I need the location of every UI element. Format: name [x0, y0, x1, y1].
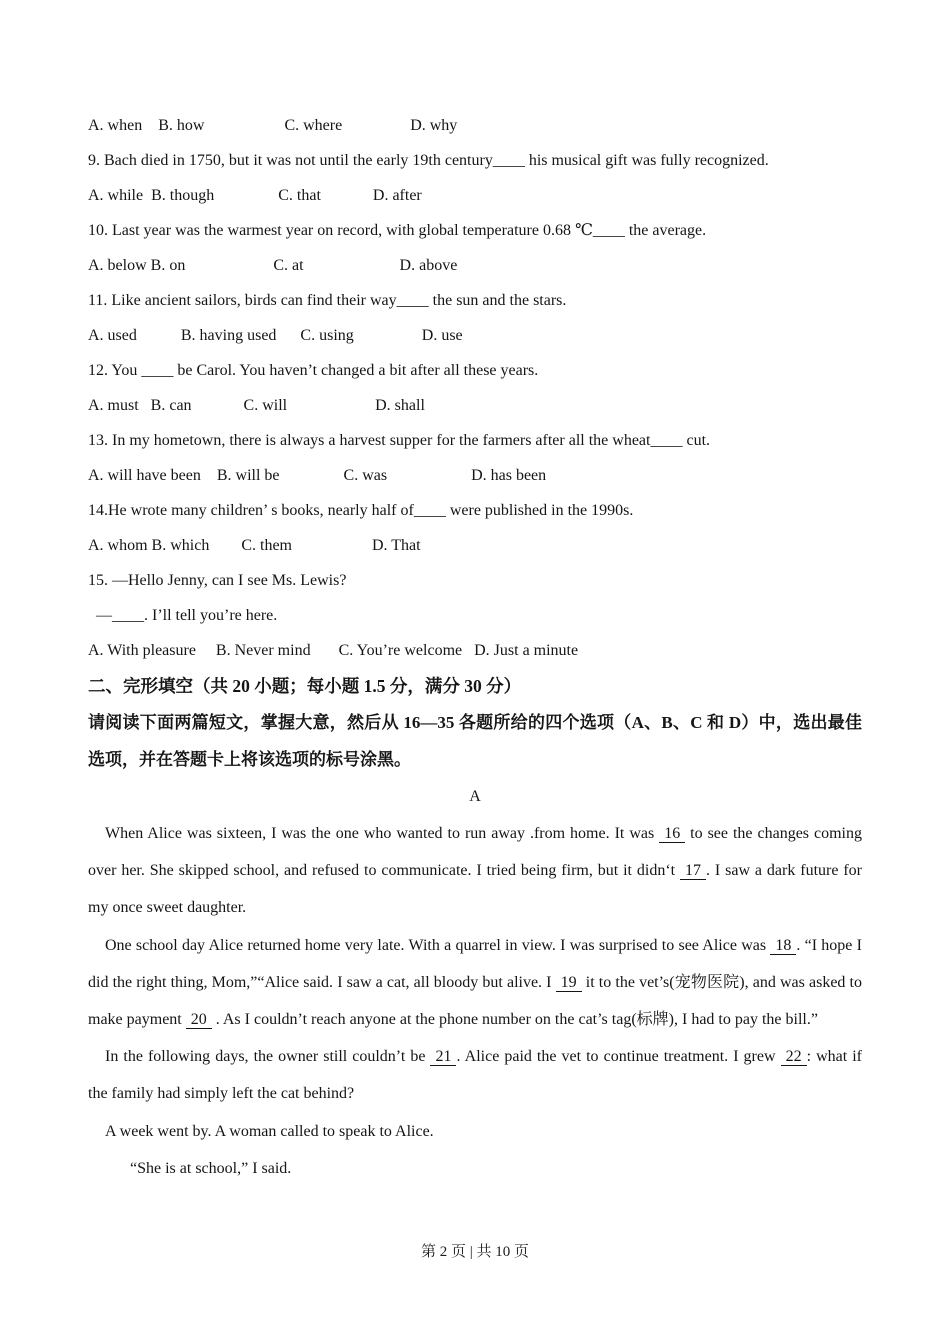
grammar-lines — [88, 108, 862, 668]
cloze-section-instructions: 请阅读下面两篇短文，掌握大意，然后从 16—35 各题所给的四个选项（A、B、C 和 D）中，选出最佳选项，并在答题卡上将该选项的标号涂黑。 — [88, 713, 862, 769]
cloze-blank-17: 17 — [680, 862, 706, 880]
page-number-indicator: 第 2 页 | 共 10 页 — [420, 1244, 529, 1260]
question-stem: 12. You ____ be Carol. You haven’t changed a bit after all these years. — [88, 362, 539, 379]
cloze-blank-21: 21 — [430, 1048, 456, 1066]
question-stem: 14.He wrote many children’ s books, nearly half of____ were published in the 1990s. — [88, 502, 634, 519]
passage-paragraph: One school day Alice returned home very late. With a quarrel in view. I was surprised to see Alice was 18 . “I hope I did the right thing, Mom,”“Alice said. I saw a cat, all bloody but alive. I 19 it to the vet’s(宠物医院), and was asked to make payment 20 . As I couldn’t reach anyone at the phone number on the cat’s tag(标牌), I had to pay the bill.” — [88, 936, 862, 1029]
passage-paragraph: When Alice was sixteen, I was the one who wanted to run away .from home. It was 16 to see the changes coming over her. She skipped school, and refused to communicate. I tried being firm, but it didn‘t 17 . I saw a dark future for my once sweet daughter. — [88, 825, 863, 917]
question-stem: 10. Last year was the warmest year on record, with global temperature 0.68 ℃____ the average. — [88, 222, 707, 239]
cloze-blank-19: 19 — [556, 974, 582, 992]
question-stem: 13. In my hometown, there is always a harvest supper for the farmers after all the wheat____ cut. — [88, 432, 711, 449]
question-stem: 9. Bach died in 1750, but it was not until the early 19th century____ his musical gift was fully recognized. — [88, 152, 769, 169]
options-line: A. below B. on C. at D. above — [88, 257, 458, 274]
page-footer — [0, 1240, 950, 1261]
passage-a-body — [88, 815, 862, 1187]
options-line: A. will have been B. will be C. was D. has been — [88, 467, 547, 484]
options-line: A. With pleasure B. Never mind C. You’re welcome D. Just a minute — [88, 642, 579, 659]
question-stem: 11. Like ancient sailors, birds can find their way____ the sun and the stars. — [88, 292, 567, 309]
cloze-blank-20: 20 — [186, 1011, 212, 1029]
question-stem: —____. I’ll tell you’re here. — [88, 607, 278, 624]
question-stem: 15. —Hello Jenny, can I see Ms. Lewis? — [88, 572, 347, 589]
options-line: A. while B. though C. that D. after — [88, 187, 422, 204]
passage-paragraph: “She is at school,” I said. — [130, 1159, 292, 1177]
passage-paragraph: A week went by. A woman called to speak to Alice. — [105, 1122, 434, 1140]
passage-paragraph: In the following days, the owner still couldn’t be 21 . Alice paid the vet to continue treatment. I grew 22 : what if the family had simply left the cat behind? — [88, 1048, 863, 1103]
options-line: A. must B. can C. will D. shall — [88, 397, 425, 414]
cloze-section-heading: 二、完形填空（共 20 小题；每小题 1.5 分，满分 30 分） — [88, 676, 522, 696]
options-line: A. when B. how C. where D. why — [88, 117, 458, 134]
options-line: A. used B. having used C. using D. use — [88, 327, 463, 344]
cloze-blank-22: 22 — [781, 1048, 807, 1066]
cloze-blank-18: 18 — [770, 937, 796, 955]
options-line: A. whom B. which C. them D. That — [88, 537, 421, 554]
cloze-blank-16: 16 — [659, 825, 685, 843]
passage-a-label: A — [469, 788, 481, 805]
